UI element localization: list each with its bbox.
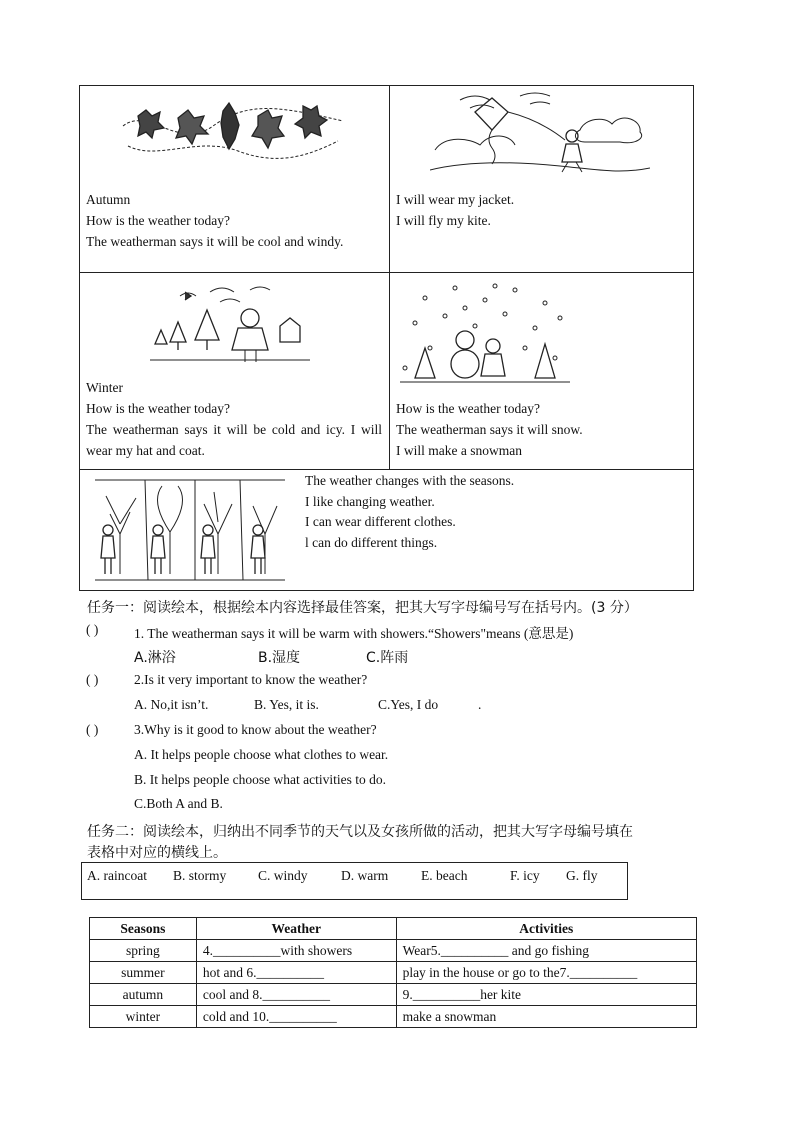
q3-option-c: C.Both A and B.	[134, 796, 223, 811]
winter-answer: The weatherman says it will be cold and icy. I will wear my hat and coat.	[86, 422, 382, 458]
header-activities: Activities	[396, 918, 696, 940]
cell-activity[interactable]: Wear5.__________ and go fishing	[396, 940, 696, 962]
seasons-line-1: The weather changes with the seasons.	[305, 473, 515, 488]
winter-season: Winter	[86, 380, 123, 395]
cell-season: winter	[90, 1006, 197, 1028]
divider-v1	[389, 85, 390, 470]
task1-title: 任务一：阅读绘本，根据绘本内容选择最佳答案，把其大写字母编号写在括号内。(3 分）	[87, 600, 638, 616]
q3-stem: 3.Why is it good to know about the weather?	[134, 722, 377, 737]
autumn-answer: The weatherman says it will be cool and windy.	[86, 234, 344, 249]
cell-season: summer	[90, 962, 197, 984]
tree-icon	[106, 486, 277, 574]
word-option-d: D. warm	[341, 868, 389, 883]
q1-bracket[interactable]: ( )	[86, 622, 99, 637]
q2-option-b: B. Yes, it is.	[254, 697, 319, 712]
snow-question: How is the weather today?	[396, 401, 540, 416]
weather-activities-table	[89, 917, 697, 1028]
kite-line-2: I will fly my kite.	[396, 213, 491, 228]
word-option-g: G. fly	[566, 868, 598, 883]
q2-bracket[interactable]: ( )	[86, 672, 99, 687]
table-row	[90, 984, 697, 1006]
divider-h1	[79, 272, 694, 273]
cell-weather[interactable]: hot and 6.__________	[196, 962, 396, 984]
cell-weather[interactable]: cold and 10.__________	[196, 1006, 396, 1028]
table-row	[90, 962, 697, 984]
q2-stem: 2.Is it very important to know the weather?	[134, 672, 368, 687]
cell-season: autumn	[90, 984, 197, 1006]
kite-line-1: I will wear my jacket.	[396, 192, 515, 207]
autumn-leaves-illustration	[118, 96, 348, 166]
seasons-line-2: I like changing weather.	[305, 494, 435, 509]
cell-activity: make a snowman	[396, 1006, 696, 1028]
tree-icon	[170, 322, 186, 350]
word-option-a: A. raincoat	[87, 868, 147, 883]
four-seasons-illustration	[90, 474, 290, 586]
autumn-question: How is the weather today?	[86, 213, 230, 228]
task2-title-line2: 表格中对应的横线上。	[87, 845, 227, 861]
word-option-f: F. icy	[510, 868, 540, 883]
winter-girl-illustration	[150, 282, 310, 367]
seasons-line-3: I can wear different clothes.	[305, 514, 456, 529]
seasons-line-4: l can do different things.	[305, 535, 438, 550]
q3-option-b: B. It helps people choose what activities to do.	[134, 772, 386, 787]
kite-girl-illustration	[430, 90, 650, 180]
snow-line-3: I will make a snowman	[396, 443, 522, 458]
table-row	[90, 940, 697, 962]
task2-title-line1: 任务二：阅读绘本，归纳出不同季节的天气以及女孩所做的活动，把其大写字母编号填在	[87, 824, 633, 840]
leaf-icon	[138, 110, 164, 138]
q1-stem: 1. The weatherman says it will be warm with showers.“Showers"means (意思是)	[134, 626, 574, 641]
word-option-c: C. windy	[258, 868, 308, 883]
q3-bracket[interactable]: ( )	[86, 722, 99, 737]
q2-option-a: A. No,it isn’t.	[134, 697, 209, 712]
cell-activity[interactable]: 9.__________her kite	[396, 984, 696, 1006]
winter-question: How is the weather today?	[86, 401, 230, 416]
q1-option-c: C.阵雨	[366, 650, 409, 666]
q2-option-c: C.Yes, I do	[378, 697, 439, 712]
cell-weather[interactable]: 4.__________with showers	[196, 940, 396, 962]
q2-end: .	[478, 697, 482, 712]
snowman-icon	[456, 331, 474, 349]
autumn-season: Autumn	[86, 192, 131, 207]
kite-icon	[475, 98, 508, 130]
cell-weather[interactable]: cool and 8.__________	[196, 984, 396, 1006]
q3-option-a: A. It helps people choose what clothes to wear.	[134, 747, 389, 762]
header-weather: Weather	[196, 918, 396, 940]
header-seasons: Seasons	[90, 918, 197, 940]
cell-season: spring	[90, 940, 197, 962]
cell-activity[interactable]: play in the house or go to the7.__________	[396, 962, 696, 984]
table-header-row	[90, 918, 697, 940]
word-option-e: E. beach	[421, 868, 468, 883]
q1-option-b: B.湿度	[258, 650, 301, 666]
snowman-illustration	[395, 278, 575, 393]
snow-answer: The weatherman says it will snow.	[396, 422, 583, 437]
q1-option-a: A.淋浴	[134, 650, 176, 666]
word-option-b: B. stormy	[173, 868, 227, 883]
table-row	[90, 1006, 697, 1028]
